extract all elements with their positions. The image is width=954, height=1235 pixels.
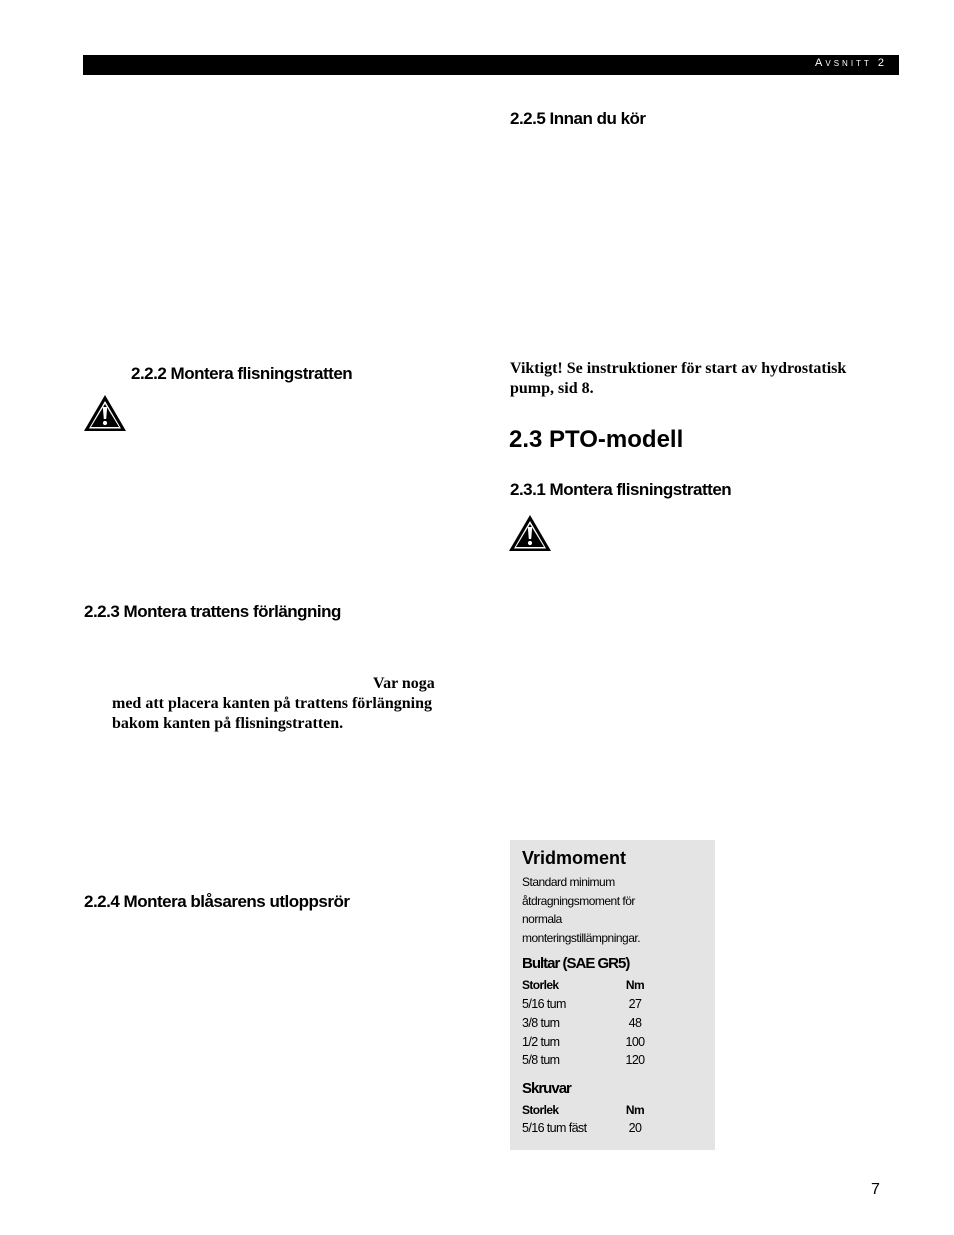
table-row [522,1016,712,1034]
size-column-header: Storlek [522,1103,559,1117]
section-label: Avsnitt 2 [815,57,887,69]
table-row [522,997,712,1015]
size-column-header: Storlek [522,978,559,992]
nm-cell: 100 [625,1035,645,1049]
warning-icon [83,394,127,432]
nm-column-header: Nm [625,978,645,992]
bolts-subheading: Bultar (SAE GR5) [522,955,630,972]
note-line-3: bakom kanten på flisningstratten. [112,715,344,732]
torque-title: Vridmoment [522,848,627,868]
heading-2-3: 2.3 PTO-modell [509,426,684,453]
bolts-table-header [522,978,712,996]
torque-description [522,873,707,948]
size-cell: 1/2 tum [522,1035,560,1049]
size-cell: 5/16 tum fäst [522,1121,587,1135]
torque-description-line: normala [522,912,562,927]
heading-2-2-4: 2.2.4 Montera blåsarens utloppsrör [84,892,350,911]
note-line-2: med att placera kanten på trattens förlängning [112,695,432,712]
warning-icon [508,514,552,552]
heading-2-2-2: 2.2.2 Montera flisningstratten [131,364,353,383]
torque-description-line: åtdragningsmoment för [522,893,635,908]
nm-cell: 120 [625,1053,645,1067]
size-cell: 3/8 tum [522,1016,560,1030]
important-note-line-2: pump, sid 8. [510,380,594,397]
important-note-line-1: Viktigt! Se instruktioner för start av hydrostatisk [510,360,847,377]
torque-info-box [510,840,715,1150]
table-row [522,1121,712,1139]
size-cell: 5/16 tum [522,997,566,1011]
nm-cell: 27 [628,997,642,1011]
nm-column-header: Nm [625,1103,645,1117]
size-cell: 5/8 tum [522,1053,560,1067]
nm-cell: 48 [628,1016,642,1030]
heading-2-2-3: 2.2.3 Montera trattens förlängning [84,602,341,621]
note-line-1: Var noga [373,675,435,692]
screws-subheading: Skruvar [522,1080,571,1097]
heading-2-3-1: 2.3.1 Montera flisningstratten [510,480,732,499]
table-row [522,1053,712,1071]
screws-table-header [522,1103,712,1121]
torque-description-line: monteringstillämpningar. [522,931,641,946]
table-row [522,1035,712,1053]
nm-cell: 20 [628,1121,642,1135]
page-number: 7 [871,1181,880,1198]
section-header-bar [83,55,899,75]
torque-description-line: Standard minimum [522,875,615,889]
heading-2-2-5: 2.2.5 Innan du kör [510,109,646,128]
